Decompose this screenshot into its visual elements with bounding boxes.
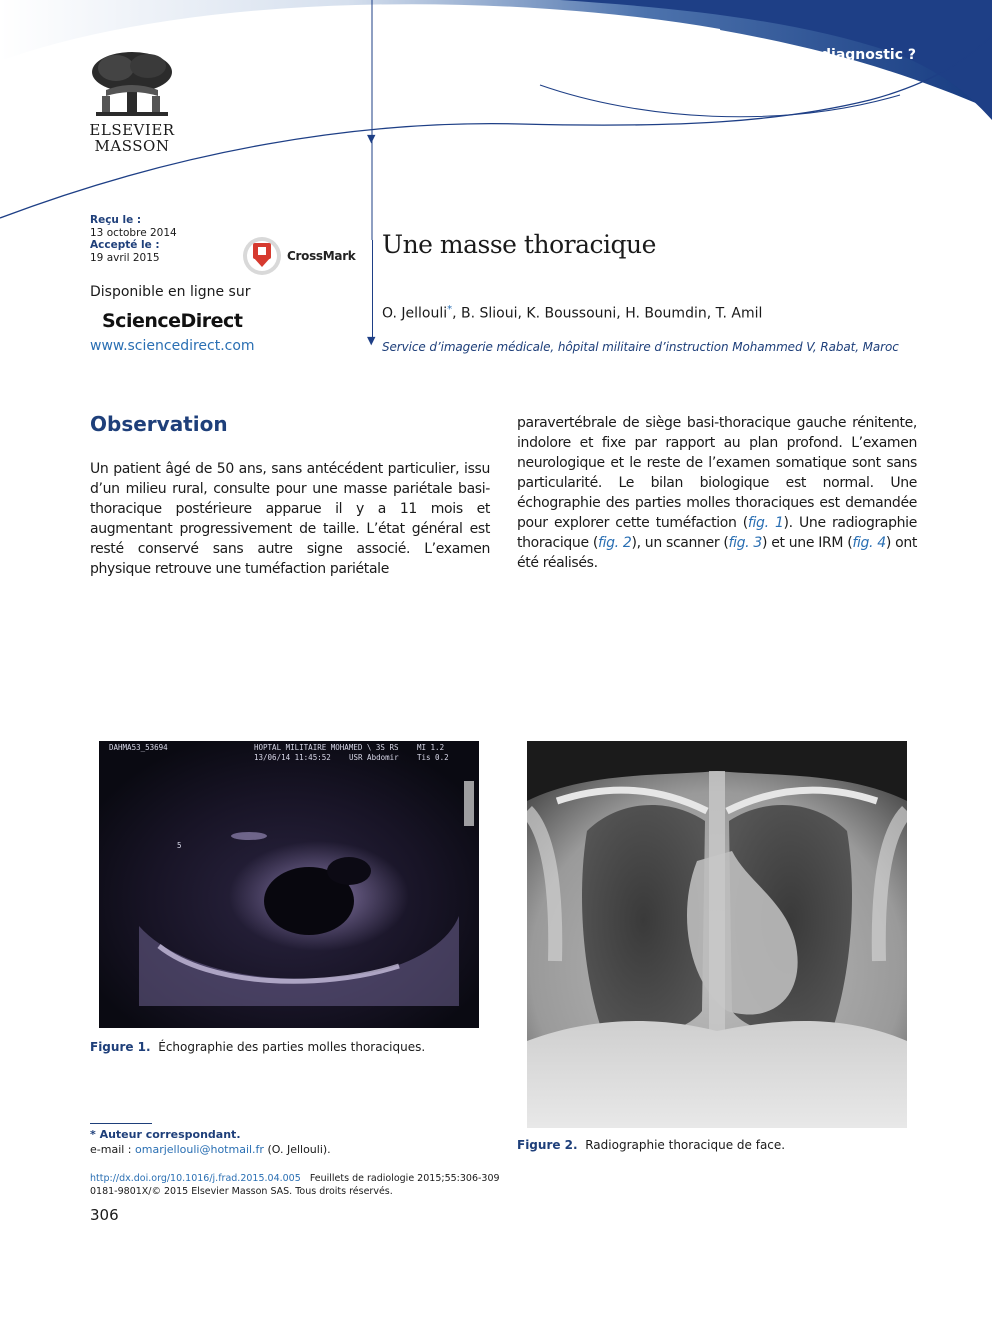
header-banner	[0, 0, 992, 240]
publisher-name: ELSEVIER MASSON	[89, 121, 175, 155]
received-label: Reçu le :	[90, 214, 142, 226]
other-authors: , B. Slioui, K. Boussouni, H. Boumdin, T. Amil	[452, 305, 763, 322]
ultrasound-image	[99, 741, 479, 1028]
figure-2-caption: Figure 2. Radiographie thoracique de face.	[517, 1138, 786, 1152]
ultrasound-date: 13/06/14 11:45:52	[254, 753, 331, 762]
sciencedirect-logo[interactable]: ScienceDirect	[102, 310, 243, 332]
accepted-label: Accepté le :	[90, 239, 160, 251]
figure-2-label: Figure 2.	[517, 1138, 578, 1152]
ultrasound-mi: MI 1.2	[417, 743, 445, 752]
figure-ref-4[interactable]: fig. 4	[852, 535, 886, 551]
elsevier-tree-logo	[86, 50, 178, 120]
page-number: 306	[90, 1206, 119, 1224]
first-author: O. Jellouli	[382, 305, 448, 322]
article-dates	[90, 214, 177, 264]
ultrasound-hospital: HOPTAL MILITAIRE MOHAMED \ 3S RS	[254, 743, 399, 752]
figure-1-label: Figure 1.	[90, 1040, 151, 1054]
figure-ref-3[interactable]: fig. 3	[728, 535, 762, 551]
body-column-left: Un patient âgé de 50 ans, sans antécédent particulier, issu d’un milieu rural, consulte pour une masse pariétale basi-thoracique postérieure apparue il y a 11 mois et augmentant progressivement de taille. L’état général est resté conservé sans autre signe associé. L’examen physique retrouve une tuméfaction pariétale	[90, 461, 490, 577]
body-column-right: paravertébrale de siège basi-thoracique gauche rénitente, indolore et fixe par rapport au plan profond. L’examen neurologique et le reste de l’examen somatique sont sans particularité. Le bilan biologique est normal. Une échographie des parties molles thoraciques est demandée pour explorer cette tuméfaction (fig. 1). Une radiographie thoracique (fig. 2), un scanner (fig. 3) et une IRM (fig. 4) ont été réalisés.	[517, 415, 917, 571]
chest-xray-image	[527, 741, 907, 1128]
ultrasound-tis: Tis 0.2	[417, 753, 449, 762]
crossmark-badge[interactable]	[241, 235, 356, 277]
divider-line	[372, 240, 373, 342]
availability-text: Disponible en ligne sur	[90, 284, 251, 300]
article-title: Une masse thoracique	[382, 230, 656, 259]
crossmark-label: CrossMark	[287, 249, 356, 263]
crossmark-icon	[241, 235, 283, 277]
arrow-down-icon: ▼	[367, 334, 376, 347]
ultrasound-marker: 5	[177, 841, 182, 850]
figure-ref-2[interactable]: fig. 2	[597, 535, 632, 551]
corresponding-author-mark[interactable]: *	[447, 304, 453, 315]
sciencedirect-link[interactable]: www.sciencedirect.com	[90, 338, 255, 354]
received-date: 13 octobre 2014	[90, 226, 177, 239]
copyright: 0181-9801X/© 2015 Elsevier Masson SAS. Tous droits réservés.	[90, 1186, 393, 1197]
author-email-line: e-mail : omarjellouli@hotmail.fr (O. Jellouli).	[90, 1143, 331, 1156]
journal-citation: Feuillets de radiologie 2015;55:306-309	[309, 1173, 500, 1184]
affiliation: Service d’imagerie médicale, hôpital militaire d’instruction Mohammed V, Rabat, Maroc	[382, 340, 899, 354]
corresponding-author-note: * Auteur correspondant.	[90, 1128, 241, 1141]
author-email-link[interactable]: omarjellouli@hotmail.fr	[135, 1143, 264, 1156]
doi-line	[90, 1173, 500, 1184]
section-heading: Observation	[90, 412, 228, 436]
arrow-down-icon: ▼	[367, 132, 376, 145]
accepted-date: 19 avril 2015	[90, 251, 160, 264]
ultrasound-user: USR Abdomir	[349, 753, 399, 762]
figure-ref-1[interactable]: fig. 1	[747, 515, 784, 531]
section-tag: Quel est votre diagnostic ?	[703, 47, 916, 63]
author-list	[382, 304, 762, 322]
figure-1-caption: Figure 1. Échographie des parties molles thoraciques.	[90, 1040, 426, 1054]
doi-link[interactable]: http://dx.doi.org/10.1016/j.frad.2015.04.005	[90, 1173, 301, 1184]
ultrasound-patient-id: DAHMA53_53694	[109, 743, 168, 752]
footnote-rule	[90, 1123, 152, 1124]
